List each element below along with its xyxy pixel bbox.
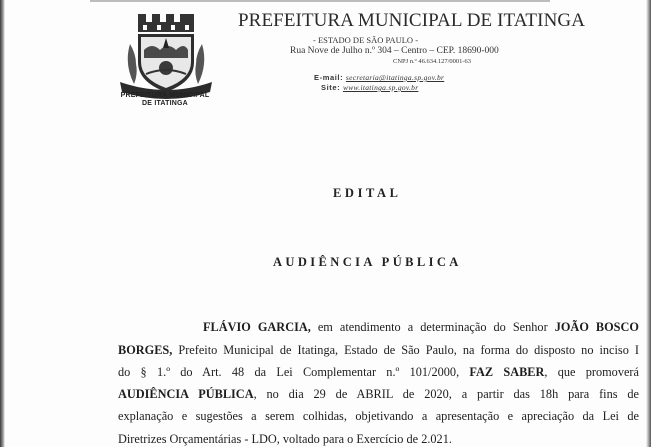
- letterhead-title: PREFEITURA MUNICIPAL DE ITATINGA: [238, 10, 586, 31]
- scan-edge-top: [90, 0, 550, 2]
- body-line-5: explanação e sugestões a serem colhidas, objetivando a apresentação e apreciação da Lei de: [118, 409, 639, 423]
- name-flavio-garcia: FLÁVIO GARCIA,: [203, 320, 311, 334]
- body-line-6: Diretrizes Orçamentárias - LDO, voltado para o Exercício de 2.021.: [118, 432, 452, 446]
- body-line-4: [118, 387, 639, 402]
- name-joao-bosco: JOÃO BOSCO: [554, 320, 639, 334]
- body-line-3: [118, 365, 639, 380]
- letterhead-state: - ESTADO DE SÃO PAULO -: [313, 35, 419, 45]
- letterhead-address: Rua Nove de Julho n.º 304 – Centro – CEP. 18690-000: [290, 46, 499, 56]
- scan-edge-left: [0, 0, 5, 447]
- scan-edge-right: [646, 0, 651, 447]
- crest-caption-line1: PREFEITURA MUNICIPAL: [120, 92, 210, 99]
- body-line-1-text: em atendimento a determinação do Senhor: [310, 320, 555, 334]
- body-line-3-text: do § 1.º do Art. 48 da Lei Complementar n.º 101/2000,: [118, 365, 470, 379]
- heading-edital: EDITAL: [333, 186, 402, 200]
- letterhead-email: [314, 73, 444, 82]
- audiencia-publica-bold: AUDIÊNCIA PÚBLICA: [118, 387, 254, 401]
- email-link[interactable]: secretaria@itatinga.sp.gov.br: [345, 73, 445, 82]
- body-line-3-tail: , que promoverá: [544, 365, 639, 379]
- heading-audiencia-publica: AUDIÊNCIA PÚBLICA: [273, 255, 462, 269]
- site-label: Site:: [321, 83, 341, 92]
- body-line-1: [203, 320, 639, 335]
- site-link[interactable]: www.itatinga.sp.gov.br: [342, 83, 419, 92]
- letterhead-cnpj: CNPJ n.º 46.634.127/0001-63: [393, 58, 472, 65]
- crest-caption-line2: DE ITATINGA: [142, 100, 188, 107]
- body-line-2: [118, 343, 639, 358]
- body-line-4-text: , no dia 29 de ABRIL de 2020, a partir das 18h para fins de: [253, 387, 639, 401]
- email-label: E-mail:: [314, 73, 344, 82]
- letterhead-site: [321, 83, 418, 92]
- body-line-2-text: Prefeito Municipal de Itatinga, Estado de São Paulo, na forma do disposto no inciso I: [172, 343, 639, 357]
- name-borges: BORGES,: [118, 343, 173, 357]
- faz-saber: FAZ SABER: [469, 365, 545, 379]
